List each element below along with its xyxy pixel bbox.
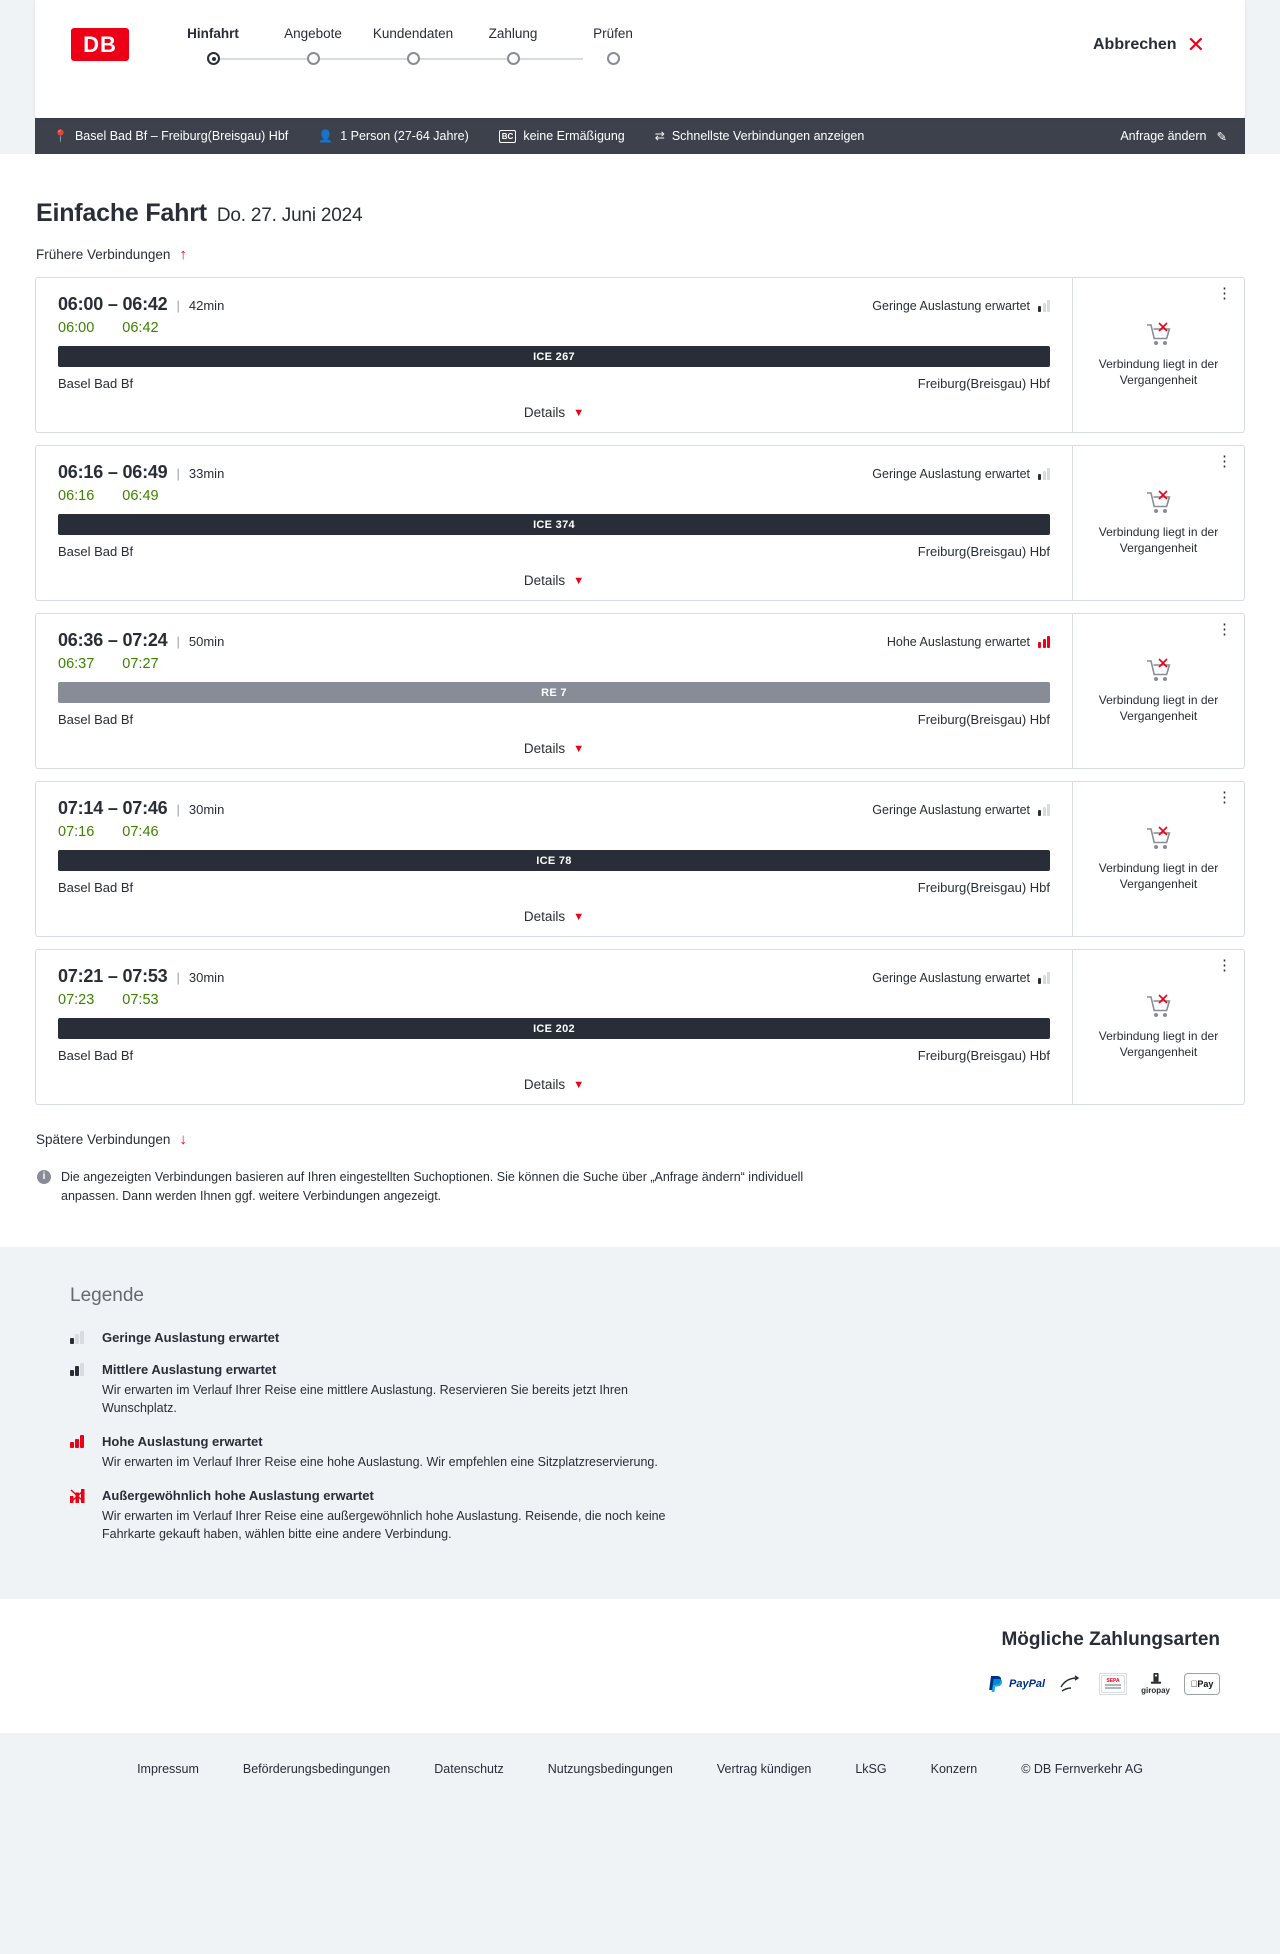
legend-item-low bbox=[70, 1329, 1210, 1345]
origin-station: Basel Bad Bf bbox=[58, 544, 134, 559]
summary-passengers-label: 1 Person (27-64 Jahre) bbox=[340, 129, 469, 143]
details-toggle[interactable] bbox=[58, 405, 1050, 420]
connection-duration: 33min bbox=[188, 466, 225, 481]
summary-route[interactable] bbox=[53, 129, 288, 143]
occupancy-indicator bbox=[872, 971, 1050, 985]
past-connection-note: Verbindung liegt in der Vergangenheit bbox=[1098, 860, 1219, 891]
chevron-down-icon: ▼ bbox=[573, 742, 585, 755]
connection-card[interactable] bbox=[35, 613, 1245, 769]
connection-list bbox=[35, 277, 1245, 1105]
step-kundendaten[interactable]: Kundendaten bbox=[372, 26, 454, 41]
details-label: Details bbox=[523, 405, 566, 420]
origin-station: Basel Bad Bf bbox=[58, 712, 134, 727]
sepa-icon bbox=[1099, 1673, 1127, 1695]
connection-card[interactable] bbox=[35, 277, 1245, 433]
past-connection-note: Verbindung liegt in der Vergangenheit bbox=[1098, 356, 1219, 387]
occupancy-high-icon bbox=[70, 1433, 88, 1471]
cart-disabled-icon bbox=[1145, 994, 1173, 1020]
destination-station: Freiburg(Breisgau) Hbf bbox=[917, 376, 1050, 391]
stepper-dots bbox=[163, 52, 633, 66]
occupancy-label: Geringe Auslastung erwartet bbox=[872, 971, 1030, 985]
chevron-down-icon: ▼ bbox=[573, 574, 585, 587]
connection-stations bbox=[58, 544, 1050, 559]
connection-stations bbox=[58, 1048, 1050, 1063]
departure-time: 07:23 bbox=[58, 992, 95, 1008]
connection-header bbox=[58, 966, 1050, 987]
connection-info bbox=[36, 950, 1072, 1104]
credit-card-icon bbox=[1059, 1673, 1085, 1695]
connection-info bbox=[36, 446, 1072, 600]
connection-stations bbox=[58, 376, 1050, 391]
later-label: Spätere Verbindungen bbox=[36, 1132, 171, 1147]
occupancy-indicator bbox=[872, 803, 1050, 817]
occupancy-label: Hohe Auslastung erwartet bbox=[886, 635, 1030, 649]
footer-link-impressum[interactable]: Impressum bbox=[137, 1762, 199, 1777]
footer-link-konzern[interactable]: Konzern bbox=[930, 1762, 978, 1777]
footer-link-vertrag-kuendigen[interactable]: Vertrag kündigen bbox=[716, 1762, 812, 1777]
footer-link-befoerderungsbedingungen[interactable]: Beförderungsbedingungen bbox=[242, 1762, 391, 1777]
legend-item-desc: Wir erwarten im Verlauf Ihrer Reise eine mittlere Auslastung. Reservieren Sie bereits jetzt Ihren Wunschplatz. bbox=[102, 1382, 628, 1415]
legend-item-high bbox=[70, 1433, 1210, 1471]
legend-item-desc: Wir erwarten im Verlauf Ihrer Reise eine hohe Auslastung. Wir empfehlen eine Sitzplatzreservierung. bbox=[102, 1455, 658, 1469]
more-options-icon[interactable]: ⋮ bbox=[1217, 957, 1232, 974]
cancel-label: Abbrechen bbox=[1092, 36, 1177, 53]
details-label: Details bbox=[523, 1077, 566, 1092]
connection-time-range: 06:16 – 06:49 bbox=[58, 462, 168, 482]
connection-header bbox=[58, 462, 1050, 483]
connection-info bbox=[36, 782, 1072, 936]
occupancy-low-icon bbox=[70, 1329, 88, 1345]
payment-icons bbox=[988, 1673, 1220, 1695]
bahncard-icon: BC bbox=[499, 130, 517, 143]
summary-options[interactable] bbox=[655, 129, 865, 143]
separator: | bbox=[176, 298, 180, 313]
footer-link-nutzungsbedingungen[interactable]: Nutzungsbedingungen bbox=[547, 1762, 673, 1777]
chevron-down-icon: ▼ bbox=[573, 406, 585, 419]
stepper-dot-3[interactable] bbox=[407, 52, 420, 65]
destination-station: Freiburg(Breisgau) Hbf bbox=[917, 1048, 1050, 1063]
later-connections-button[interactable] bbox=[0, 1117, 1280, 1148]
occupancy-label: Geringe Auslastung erwartet bbox=[872, 467, 1030, 481]
occupancy-bars-icon bbox=[1038, 804, 1050, 816]
departure-time: 06:37 bbox=[58, 656, 95, 672]
stepper-dot-5[interactable] bbox=[607, 52, 620, 65]
connection-times bbox=[58, 992, 1050, 1008]
stepper-dot-2[interactable] bbox=[307, 52, 320, 65]
occupancy-indicator bbox=[872, 299, 1050, 313]
checkout-stepper bbox=[163, 26, 1093, 41]
change-query-button[interactable] bbox=[1120, 129, 1227, 144]
footer-link-lksg[interactable]: LkSG bbox=[855, 1762, 887, 1777]
connection-action bbox=[1072, 950, 1244, 1104]
arrow-up-icon: ↑ bbox=[179, 246, 187, 263]
connection-stations bbox=[58, 712, 1050, 727]
legend-item-title: Geringe Auslastung erwartet bbox=[102, 1329, 280, 1345]
summary-passengers[interactable] bbox=[318, 129, 469, 143]
destination-station: Freiburg(Breisgau) Hbf bbox=[917, 544, 1050, 559]
details-label: Details bbox=[523, 909, 566, 924]
step-zahlung[interactable]: Zahlung bbox=[488, 26, 538, 41]
occupancy-indicator bbox=[872, 467, 1050, 481]
connection-action bbox=[1072, 614, 1244, 768]
details-label: Details bbox=[523, 573, 566, 588]
search-hint bbox=[35, 1168, 825, 1207]
connection-times bbox=[58, 656, 1050, 672]
connection-action bbox=[1072, 278, 1244, 432]
details-toggle[interactable] bbox=[58, 573, 1050, 588]
connection-stations bbox=[58, 880, 1050, 895]
occupancy-label: Geringe Auslastung erwartet bbox=[872, 803, 1030, 817]
departure-time: 07:16 bbox=[58, 824, 95, 840]
connection-card[interactable] bbox=[35, 781, 1245, 937]
past-connection-note: Verbindung liegt in der Vergangenheit bbox=[1098, 692, 1219, 723]
occupancy-bars-icon bbox=[1038, 636, 1050, 648]
arrow-down-icon: ↓ bbox=[179, 1131, 187, 1148]
more-options-icon[interactable]: ⋮ bbox=[1217, 453, 1232, 470]
more-options-icon[interactable]: ⋮ bbox=[1217, 621, 1232, 638]
summary-discount-label: keine Ermäßigung bbox=[523, 129, 625, 143]
origin-station: Basel Bad Bf bbox=[58, 880, 134, 895]
svg-text:SEPA: SEPA bbox=[1106, 1678, 1120, 1685]
separator: | bbox=[176, 802, 180, 817]
arrival-time: 07:46 bbox=[122, 824, 159, 840]
past-connection-note: Verbindung liegt in der Vergangenheit bbox=[1098, 524, 1219, 555]
arrival-time: 06:49 bbox=[122, 488, 159, 504]
stepper-dot-1[interactable] bbox=[207, 52, 220, 65]
person-icon: 👤 bbox=[318, 129, 334, 143]
legend-item-mid bbox=[70, 1361, 1210, 1417]
connection-duration: 50min bbox=[188, 634, 225, 649]
occupancy-label: Geringe Auslastung erwartet bbox=[872, 299, 1030, 313]
summary-discount[interactable] bbox=[499, 129, 625, 143]
occupancy-bars-icon bbox=[1038, 972, 1050, 984]
payments-section bbox=[0, 1599, 1280, 1733]
search-hint-text: Die angezeigten Verbindungen basieren auf Ihren eingestellten Suchoptionen. Sie können die Suche über „Anfrage ändern“ individuell anpassen. Dann werden Ihnen ggf. weitere Verbindungen angezeigt. bbox=[61, 1170, 804, 1204]
destination-station: Freiburg(Breisgau) Hbf bbox=[917, 712, 1050, 727]
legend-item-very-high bbox=[70, 1487, 1210, 1543]
origin-station: Basel Bad Bf bbox=[58, 1048, 134, 1063]
connection-times bbox=[58, 824, 1050, 840]
summary-route-label: Basel Bad Bf – Freiburg(Breisgau) Hbf bbox=[74, 129, 289, 143]
connection-info bbox=[36, 278, 1072, 432]
chevron-down-icon: ▼ bbox=[573, 910, 585, 923]
details-label: Details bbox=[523, 741, 566, 756]
earlier-label: Frühere Verbindungen bbox=[36, 247, 171, 262]
cart-disabled-icon bbox=[1145, 658, 1173, 684]
location-pin-icon: 📍 bbox=[53, 129, 68, 143]
cancel-button[interactable] bbox=[1093, 34, 1205, 56]
info-icon: i bbox=[37, 1170, 51, 1184]
connection-info bbox=[36, 614, 1072, 768]
step-pruefen[interactable]: Prüfen bbox=[593, 26, 633, 41]
trip-date-label: Do. 27. Juni 2024 bbox=[216, 205, 363, 226]
occupancy-indicator bbox=[887, 635, 1050, 649]
cart-disabled-icon bbox=[1145, 322, 1173, 348]
payments-title: Mögliche Zahlungsarten bbox=[1001, 1629, 1220, 1651]
connection-time-range: 06:36 – 07:24 bbox=[58, 630, 168, 650]
arrival-time: 07:27 bbox=[122, 656, 159, 672]
arrival-time: 07:53 bbox=[122, 992, 159, 1008]
separator: | bbox=[176, 466, 180, 481]
destination-station: Freiburg(Breisgau) Hbf bbox=[917, 880, 1050, 895]
legend-item-title: Außergewöhnlich hohe Auslastung erwartet bbox=[102, 1488, 374, 1504]
legend-item-title: Hohe Auslastung erwartet bbox=[102, 1434, 263, 1449]
trip-type-label: Einfache Fahrt bbox=[36, 199, 207, 227]
occupancy-bars-icon bbox=[1038, 300, 1050, 312]
train-bar: ICE 78 bbox=[58, 850, 1050, 871]
db-logo[interactable]: DB bbox=[71, 28, 129, 61]
connection-header bbox=[58, 798, 1050, 819]
connection-time-range: 07:21 – 07:53 bbox=[58, 966, 168, 986]
details-toggle[interactable] bbox=[58, 909, 1050, 924]
connection-action bbox=[1072, 446, 1244, 600]
pencil-icon: ✎ bbox=[1216, 129, 1227, 144]
details-toggle[interactable] bbox=[58, 741, 1050, 756]
connection-header bbox=[58, 630, 1050, 651]
footer-link-datenschutz[interactable]: Datenschutz bbox=[434, 1762, 504, 1777]
occupancy-mid-icon bbox=[70, 1361, 88, 1417]
separator: | bbox=[176, 634, 180, 649]
close-icon: ✕ bbox=[1186, 32, 1205, 57]
past-connection-note: Verbindung liegt in der Vergangenheit bbox=[1098, 1028, 1219, 1059]
details-toggle[interactable] bbox=[58, 1077, 1050, 1092]
filter-icon: ⇄ bbox=[654, 129, 665, 143]
search-summary-bar bbox=[35, 118, 1245, 154]
paypal-icon: PayPal bbox=[988, 1673, 1045, 1695]
app-header bbox=[35, 0, 1245, 118]
separator: | bbox=[176, 970, 180, 985]
earlier-connections-button[interactable] bbox=[0, 228, 1280, 263]
connection-card[interactable] bbox=[35, 949, 1245, 1105]
occupancy-bars-icon bbox=[1038, 468, 1050, 480]
occupancy-very-high-icon bbox=[70, 1487, 88, 1543]
connection-duration: 30min bbox=[188, 802, 225, 817]
train-bar: RE 7 bbox=[58, 682, 1050, 703]
origin-station: Basel Bad Bf bbox=[58, 376, 134, 391]
train-bar: ICE 374 bbox=[58, 514, 1050, 535]
legend-item-title: Mittlere Auslastung erwartet bbox=[102, 1361, 277, 1377]
connection-action bbox=[1072, 782, 1244, 936]
cart-disabled-icon bbox=[1145, 490, 1173, 516]
legend-section bbox=[0, 1247, 1280, 1600]
step-hinfahrt[interactable]: Hinfahrt bbox=[187, 26, 239, 41]
stepper-dot-4[interactable] bbox=[507, 52, 520, 65]
legend-title: Legende bbox=[70, 1284, 144, 1306]
page-title bbox=[0, 154, 1280, 228]
summary-options-label: Schnellste Verbindungen anzeigen bbox=[671, 129, 865, 143]
connection-times bbox=[58, 320, 1050, 336]
departure-time: 06:00 bbox=[58, 320, 95, 336]
connection-card[interactable] bbox=[35, 445, 1245, 601]
more-options-icon[interactable]: ⋮ bbox=[1217, 789, 1232, 806]
arrival-time: 06:42 bbox=[122, 320, 159, 336]
more-options-icon[interactable]: ⋮ bbox=[1217, 285, 1232, 302]
main-content bbox=[0, 154, 1280, 1247]
connection-time-range: 06:00 – 06:42 bbox=[58, 294, 168, 314]
step-angebote[interactable]: Angebote bbox=[284, 26, 342, 41]
train-bar: ICE 267 bbox=[58, 346, 1050, 367]
giropay-icon: giropay bbox=[1141, 1673, 1170, 1695]
cart-disabled-icon bbox=[1145, 826, 1173, 852]
chevron-down-icon: ▼ bbox=[573, 1078, 585, 1091]
connection-header bbox=[58, 294, 1050, 315]
change-query-label: Anfrage ändern bbox=[1120, 129, 1207, 143]
footer bbox=[0, 1733, 1280, 1805]
connection-duration: 42min bbox=[188, 298, 225, 313]
stepper-line bbox=[213, 58, 583, 60]
train-bar: ICE 202 bbox=[58, 1018, 1050, 1039]
departure-time: 06:16 bbox=[58, 488, 95, 504]
connection-duration: 30min bbox=[188, 970, 225, 985]
footer-copyright: © DB Fernverkehr AG bbox=[1021, 1762, 1143, 1777]
connection-time-range: 07:14 – 07:46 bbox=[58, 798, 168, 818]
legend-item-desc: Wir erwarten im Verlauf Ihrer Reise eine außergewöhnlich hohe Auslastung. Reisende, die noch keine Fahrkarte gekauft haben, wählen bitte eine andere Verbindung. bbox=[102, 1509, 666, 1542]
connection-times bbox=[58, 488, 1050, 504]
apple-pay-icon: Pay bbox=[1184, 1673, 1220, 1695]
